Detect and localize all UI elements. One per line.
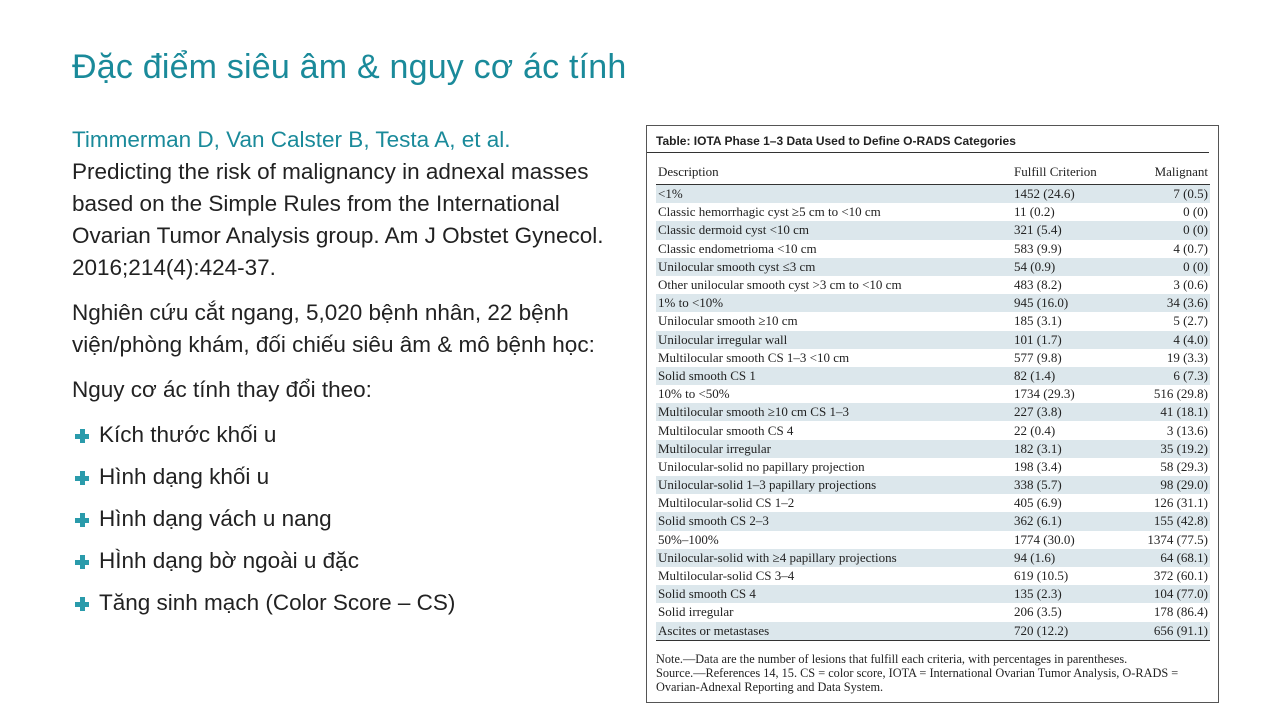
row-description: Multilocular smooth CS 1–3 <10 cm [658,349,850,365]
header-malignant: Malignant [1126,156,1210,185]
table-row [656,622,1210,641]
fulfill-cell: 22 (0.4) [1014,422,1056,438]
malignant-cell: 7 (0.5) [1126,185,1210,204]
fulfill-cell: 11 (0.2) [1014,204,1055,220]
table-row [656,403,1210,421]
table-row [656,385,1210,403]
row-description: Unilocular-solid no papillary projection [658,458,865,474]
malignant-cell: 104 (77.0) [1126,585,1210,603]
row-description: Solid irregular [658,604,734,620]
malignant-cell: 3 (13.6) [1166,422,1208,438]
fulfill-cell: 182 (3.1) [1004,440,1126,458]
fulfill-cell: 321 (5.4) [1004,221,1126,239]
fulfill-cell: 945 (16.0) [1004,294,1126,312]
risk-intro: Nguy cơ ác tính thay đổi theo: [72,377,372,402]
table-row [656,240,1210,258]
table-row [656,458,1210,476]
malignant-cell: 0 (0) [1183,204,1208,220]
malignant-cell: 64 (68.1) [1126,549,1210,567]
table-row [656,258,1210,276]
fulfill-cell: 577 (9.8) [1014,349,1062,365]
malignant-cell: 4 (0.7) [1173,240,1208,256]
malignant-cell: 1374 (77.5) [1147,531,1208,547]
table-note: Note.—Data are the number of lesions that fulfill each criteria, with percentages in parentheses. [656,652,1128,666]
plus-bullet-icon [75,597,89,611]
row-description: Multilocular-solid CS 1–2 [658,495,795,511]
row-description: Unilocular-solid with ≥4 papillary projections [656,549,1004,567]
fulfill-cell: 227 (3.8) [1004,403,1126,421]
table-row [656,512,1210,530]
table-row [656,567,1210,585]
bullet-text: Kích thước khối u [99,422,277,447]
malignant-cell: 98 (29.0) [1126,476,1210,494]
table-row [656,421,1210,439]
list-item [72,503,642,535]
malignant-cell: 656 (91.1) [1126,622,1210,641]
row-description: Solid smooth CS 1 [656,367,1004,385]
row-description: Classic hemorrhagic cyst ≥5 cm to <10 cm [658,204,881,220]
malignant-cell: 41 (18.1) [1126,403,1210,421]
risk-factor-list [72,419,642,619]
table-row [656,221,1210,239]
slide-title: Đặc điểm siêu âm & nguy cơ ác tính [72,48,627,86]
malignant-cell: 516 (29.8) [1153,386,1208,402]
fulfill-cell: 338 (5.7) [1004,476,1126,494]
fulfill-cell: 94 (1.6) [1004,549,1126,567]
malignant-cell: 155 (42.8) [1126,512,1210,530]
row-description: Multilocular irregular [656,440,1004,458]
text-column [72,124,642,629]
table-row [656,585,1210,603]
table-row [656,476,1210,494]
table-footnotes [656,652,1212,694]
table-row [656,349,1210,367]
reference-citation [72,124,642,284]
table-row [656,331,1210,349]
row-description: Solid smooth CS 2–3 [656,512,1004,530]
list-item [72,587,642,619]
malignant-cell: 34 (3.6) [1126,294,1210,312]
malignant-cell: 0 (0) [1126,258,1210,276]
fulfill-cell: 583 (9.9) [1014,240,1062,256]
table-row [656,494,1210,512]
reference-authors: Timmerman D, Van Calster B, Testa A, et al. [72,127,511,152]
row-description: Other unilocular smooth cyst >3 cm to <10 cm [658,277,902,293]
header-description: Description [656,156,1004,185]
malignant-cell: 372 (60.1) [1153,568,1208,584]
table-row [656,276,1210,294]
row-description: Unilocular irregular wall [656,331,1004,349]
row-description: Unilocular smooth cyst ≤3 cm [656,258,1004,276]
table-row [656,185,1210,204]
bullet-text: HÌnh dạng bờ ngoài u đặc [99,548,359,573]
row-description: Multilocular-solid CS 3–4 [658,568,795,584]
plus-bullet-icon [75,471,89,485]
malignant-cell: 19 (3.3) [1166,349,1208,365]
table-row [656,312,1210,330]
reference-text: Predicting the risk of malignancy in adnexal masses based on the Simple Rules from the International Ovarian Tumor Analysis group. Am J Obstet Gynecol. 2016;214(4):424-37. [72,159,604,280]
malignant-cell: 35 (19.2) [1126,440,1210,458]
fulfill-cell: 619 (10.5) [1014,568,1069,584]
row-description: Solid smooth CS 4 [656,585,1004,603]
plus-bullet-icon [75,555,89,569]
category-description: 10% to <50% [658,386,730,402]
study-description: Nghiên cứu cắt ngang, 5,020 bệnh nhân, 22 bệnh viện/phòng khám, đối chiếu siêu âm & mô bệnh học: [72,300,595,357]
malignant-cell: 6 (7.3) [1126,367,1210,385]
fulfill-cell: 362 (6.1) [1004,512,1126,530]
fulfill-cell: 405 (6.9) [1014,495,1062,511]
malignant-cell: 3 (0.6) [1173,277,1208,293]
fulfill-cell: 1774 (30.0) [1014,531,1075,547]
table-source: Source.—References 14, 15. CS = color score, IOTA = International Ovarian Tumor Analysis, O-RADS = Ovarian-Adnexal Reporting and Data System. [656,666,1179,694]
plus-bullet-icon [75,429,89,443]
fulfill-cell: 206 (3.5) [1014,604,1062,620]
fulfill-cell: 135 (2.3) [1004,585,1126,603]
table-row [656,440,1210,458]
category-description: 50%–100% [658,531,719,547]
table-caption: Table: IOTA Phase 1–3 Data Used to Define O-RADS Categories [647,126,1209,153]
bullet-text: Hình dạng khối u [99,464,270,489]
row-description: Unilocular smooth ≥10 cm [658,313,798,329]
row-description: Ascites or metastases [656,622,1004,641]
fulfill-cell: 101 (1.7) [1004,331,1126,349]
fulfill-cell: 483 (8.2) [1014,277,1062,293]
malignant-cell: 58 (29.3) [1160,458,1208,474]
category-description: <1% [656,185,1004,204]
row-description: Unilocular-solid 1–3 papillary projections [656,476,1004,494]
table-row [656,531,1210,549]
malignant-cell: 126 (31.1) [1153,495,1208,511]
table-row [656,294,1210,312]
iota-table-figure [646,125,1219,703]
table-row [656,549,1210,567]
category-description: 1% to <10% [656,294,1004,312]
row-description: Classic endometrioma <10 cm [658,240,817,256]
list-item [72,461,642,493]
list-item [72,419,642,451]
plus-bullet-icon [75,513,89,527]
row-description: Classic dermoid cyst <10 cm [656,221,1004,239]
bullet-text: Hình dạng vách u nang [99,506,332,531]
header-fulfill-criterion: Fulfill Criterion [1004,156,1126,185]
fulfill-cell: 1452 (24.6) [1004,185,1126,204]
table-header-row [656,156,1210,185]
table-row [656,603,1210,621]
fulfill-cell: 185 (3.1) [1014,313,1062,329]
list-item [72,545,642,577]
malignant-cell: 178 (86.4) [1153,604,1208,620]
bullet-text: Tăng sinh mạch (Color Score – CS) [99,590,456,615]
fulfill-cell: 1734 (29.3) [1014,386,1075,402]
row-description: Multilocular smooth ≥10 cm CS 1–3 [656,403,1004,421]
fulfill-cell: 720 (12.2) [1004,622,1126,641]
malignant-cell: 0 (0) [1126,221,1210,239]
row-description: Multilocular smooth CS 4 [658,422,794,438]
iota-data-table [656,156,1210,641]
malignant-cell: 5 (2.7) [1173,313,1208,329]
malignant-cell: 4 (4.0) [1126,331,1210,349]
fulfill-cell: 82 (1.4) [1004,367,1126,385]
fulfill-cell: 54 (0.9) [1004,258,1126,276]
table-row [656,367,1210,385]
table-row [656,203,1210,221]
fulfill-cell: 198 (3.4) [1014,458,1062,474]
